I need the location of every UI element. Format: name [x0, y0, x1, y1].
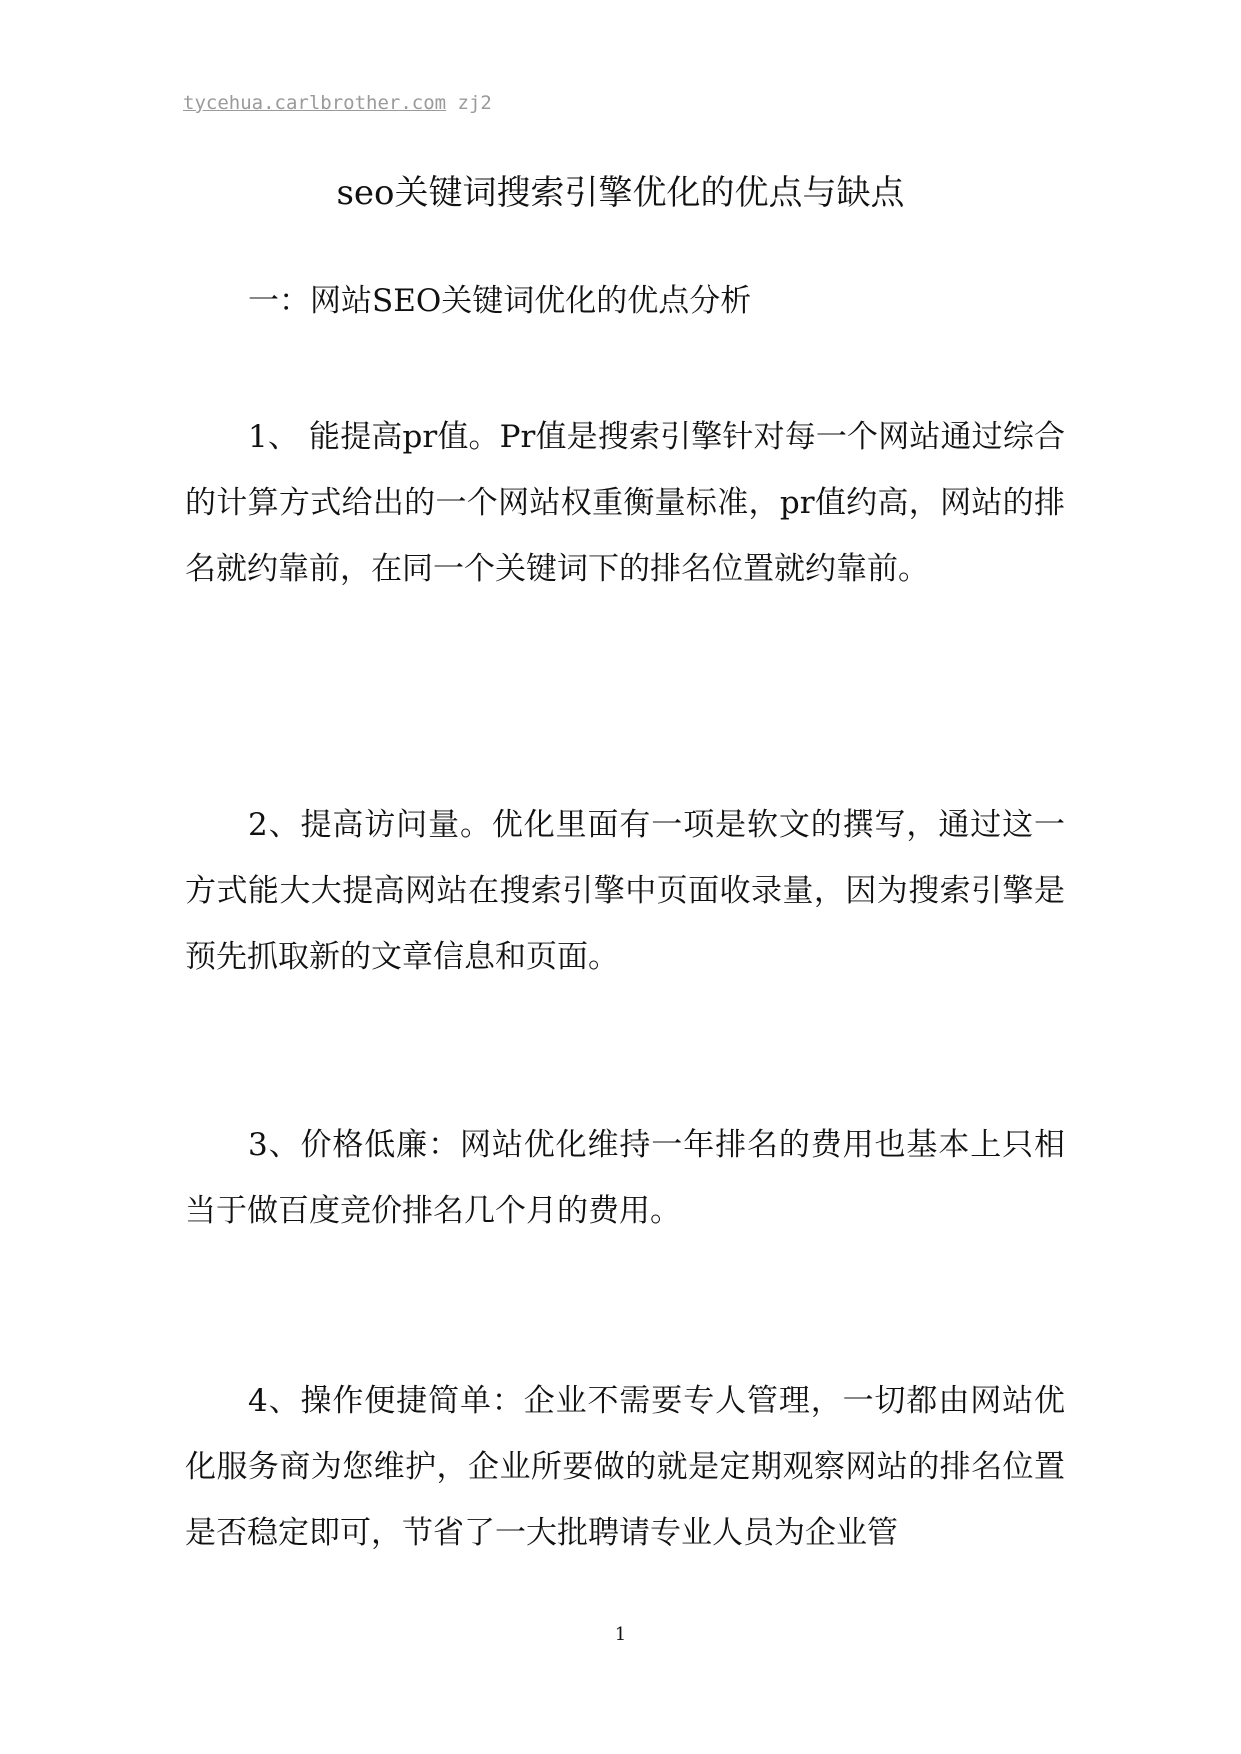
paragraph-4: 4、操作便捷简单：企业不需要专人管理，一切都由网站优化服务商为您维护，企业所要做的就是定期观察网站的排名位置是否稳定即可，节省了一大批聘请专业人员为企业管	[185, 1383, 1065, 1551]
page-number: 1	[614, 1624, 627, 1645]
paragraph-3: 3、价格低廉：网站优化维持一年排名的费用也基本上只相当于做百度竞价排名几个月的费用。	[185, 1127, 1065, 1229]
paragraph-1: 1、 能提高pr值。Pr值是搜索引擎针对每一个网站通过综合的计算方式给出的一个网站权重衡量标准，pr值约高，网站的排名就约靠前，在同一个关键词下的排名位置就约靠前。	[185, 419, 1065, 587]
paragraph-2: 2、提高访问量。优化里面有一项是软文的撰写，通过这一方式能大大提高网站在搜索引擎中页面收录量，因为搜索引擎是预先抓取新的文章信息和页面。	[185, 807, 1065, 975]
document-title: seo关键词搜索引擎优化的优点与缺点	[336, 173, 905, 213]
section-heading: 一：网站SEO关键词优化的优点分析	[248, 283, 752, 319]
header-suffix: zj2	[446, 92, 492, 114]
header-link[interactable]: tycehua.carlbrother.com	[183, 92, 447, 114]
page-header	[183, 92, 492, 114]
